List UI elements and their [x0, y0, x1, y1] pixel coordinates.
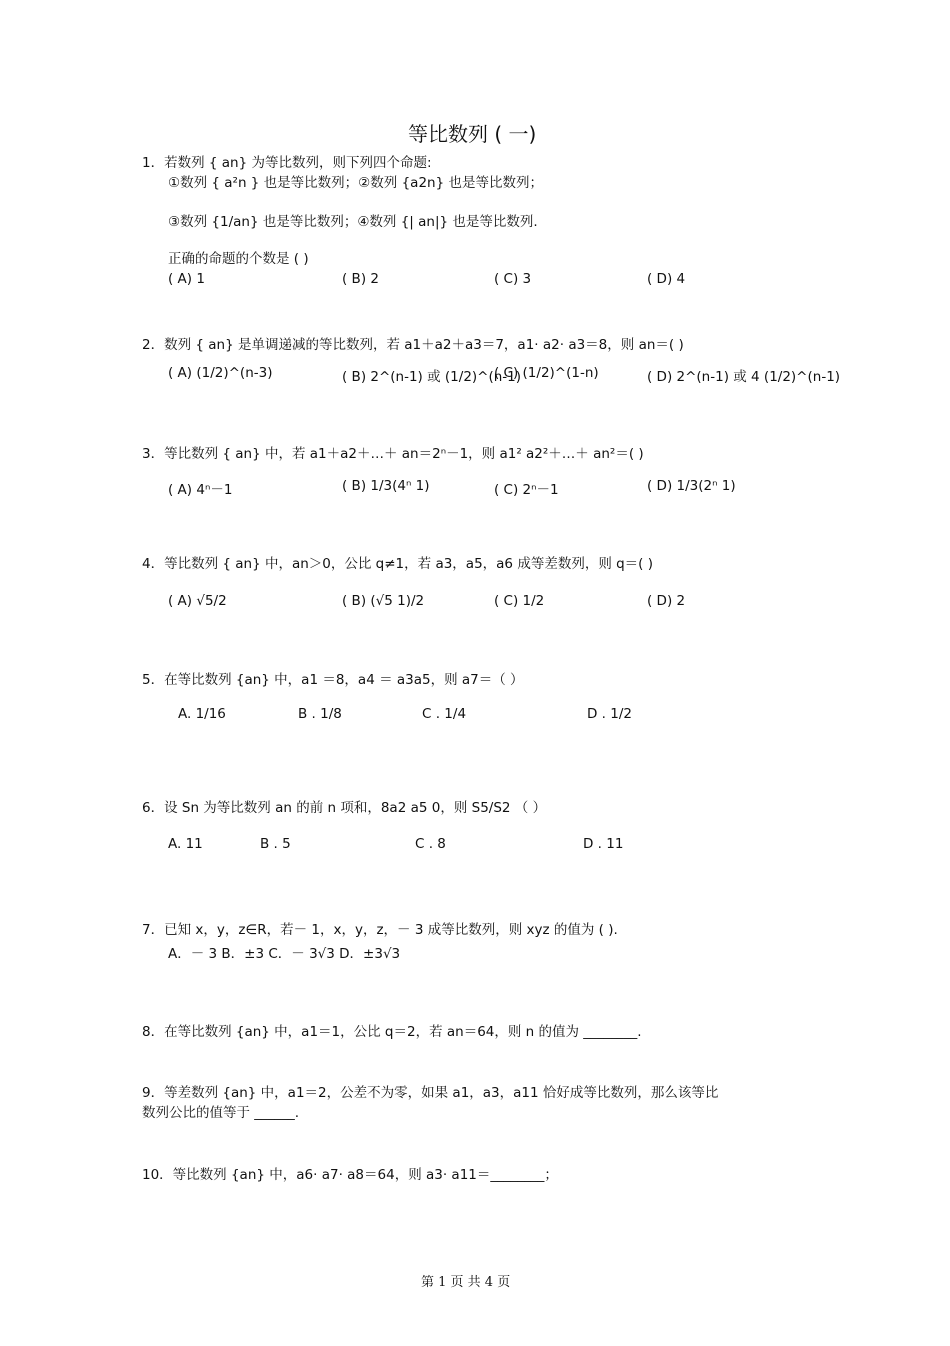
q1-option-d: ( D) 4	[647, 271, 686, 287]
q2-option-b: ( B) 2^(n-1) 或 (1/2)^(n-1)	[342, 369, 522, 385]
q1-option-b: ( B) 2	[342, 271, 379, 287]
q4-stem: 4．等比数列 { an} 中，an＞0，公比 q≠1，若 a3，a5，a6 成等差数列，则 q＝( )	[142, 556, 654, 572]
q4-option-c: ( C) 1/2	[494, 593, 545, 609]
q3-option-b: ( B) 1/3(4ⁿ 1)	[342, 478, 430, 494]
q4-option-a: ( A) √5/2	[168, 593, 227, 609]
q3-option-c: ( C) 2ⁿ－1	[494, 482, 559, 498]
q1-stem: 1．若数列 { an} 为等比数列，则下列四个命题:	[142, 155, 432, 171]
q4-option-b: ( B) (√5 1)/2	[342, 593, 425, 609]
q2-option-a: ( A) (1/2)^(n-3)	[168, 365, 273, 381]
q6-option-d: D . 11	[583, 836, 624, 852]
q9-line2: 数列公比的值等于 ______.	[142, 1105, 300, 1121]
page-footer: 第 1 页 共 4 页	[421, 1275, 511, 1290]
q7-stem: 7．已知 x，y，z∈R，若－ 1，x，y，z，－ 3 成等比数列，则 xyz 的值为 ( ).	[142, 922, 618, 938]
q6-option-a: A. 11	[168, 836, 203, 852]
q2-option-c: ( C) (1/2)^(1-n)	[494, 365, 599, 381]
q1-line3: 正确的命题的个数是 ( )	[168, 251, 309, 267]
q7-options: A．－ 3 B．±3 C．－ 3√3 D．±3√3	[168, 946, 401, 962]
q6-option-c: C . 8	[415, 836, 446, 852]
q1-line1: ①数列 { a²n } 也是等比数列；②数列 {a2n} 也是等比数列；	[168, 175, 543, 191]
q5-option-d: D . 1/2	[587, 706, 632, 722]
q2-stem: 2．数列 { an} 是单调递减的等比数列，若 a1＋a2＋a3＝7，a1· a2· a3＝8，则 an＝( )	[142, 337, 684, 353]
q5-option-b: B . 1/8	[298, 706, 342, 722]
q5-option-c: C . 1/4	[422, 706, 467, 722]
q3-stem: 3．等比数列 { an} 中，若 a1＋a2＋…＋ an＝2ⁿ－1，则 a1² a2²＋…＋ an²＝( )	[142, 446, 644, 462]
q2-option-d: ( D) 2^(n-1) 或 4 (1/2)^(n-1)	[647, 369, 841, 385]
question-8: 8．在等比数列 {an} 中，a1＝1，公比 q＝2，若 an＝64，则 n 的值为 ________.	[142, 1024, 642, 1040]
q1-line2: ③数列 {1/an} 也是等比数列；④数列 {| an|} 也是等比数列.	[168, 214, 538, 230]
q5-option-a: A. 1/16	[178, 706, 226, 722]
q9-line1: 9．等差数列 {an} 中，a1＝2，公差不为零，如果 a1，a3，a11 恰好成等比数列，那么该等比	[142, 1085, 719, 1101]
q1-option-c: ( C) 3	[494, 271, 532, 287]
q6-stem: 6．设 Sn 为等比数列 an 的前 n 项和，8a2 a5 0，则 S5/S2 （ ）	[142, 800, 547, 816]
q3-option-d: ( D) 1/3(2ⁿ 1)	[647, 478, 736, 494]
q5-stem: 5．在等比数列 {an} 中，a1 ＝8，a4 ＝ a3a5，则 a7＝（ ）	[142, 672, 524, 688]
q3-option-a: ( A) 4ⁿ－1	[168, 482, 233, 498]
question-10: 10．等比数列 {an} 中，a6· a7· a8＝64，则 a3· a11＝________；	[142, 1167, 558, 1183]
q1-option-a: ( A) 1	[168, 271, 205, 287]
q6-option-b: B . 5	[260, 836, 291, 852]
page-title: 等比数列 ( 一)	[408, 122, 537, 146]
q4-option-d: ( D) 2	[647, 593, 686, 609]
